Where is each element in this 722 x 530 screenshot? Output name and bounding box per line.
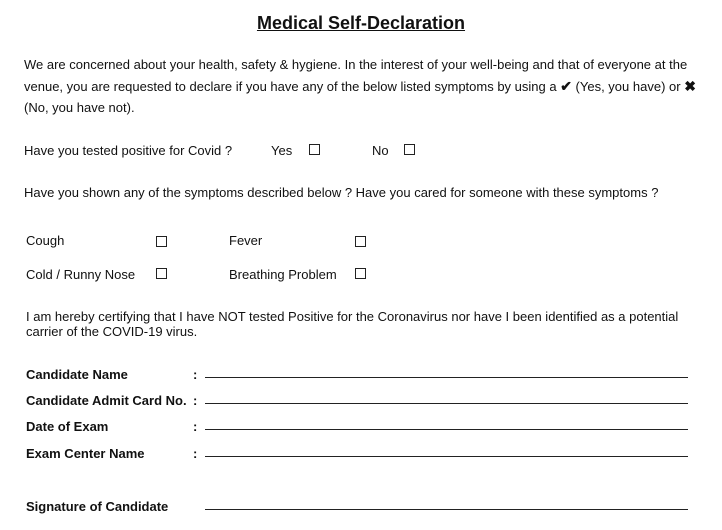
- exam-center-field[interactable]: [205, 456, 688, 457]
- candidate-name-label: Candidate Name: [26, 367, 128, 382]
- admit-card-colon: :: [193, 393, 198, 408]
- no-note: (No, you have not).: [24, 100, 135, 115]
- yes-note: (Yes, you have) or: [571, 78, 685, 94]
- covid-no-checkbox[interactable]: [404, 144, 415, 155]
- candidate-name-colon: :: [193, 367, 198, 382]
- covid-yes-checkbox[interactable]: [309, 144, 320, 155]
- intro-text: We are concerned about your health, safety & hygiene. In the interest of your well-being and that of everyone at the venue, you are requested to declare if you have any of the below listed symptoms by using a: [24, 57, 688, 94]
- cough-label: Cough: [26, 233, 65, 248]
- exam-center-colon: :: [193, 446, 198, 461]
- cross-mark-icon: ✖: [684, 77, 696, 94]
- exam-date-label: Date of Exam: [26, 419, 109, 434]
- intro-paragraph: [24, 54, 696, 119]
- cold-label: Cold / Runny Nose: [26, 267, 136, 282]
- cough-checkbox[interactable]: [156, 236, 167, 247]
- exam-center-label: Exam Center Name: [26, 446, 145, 461]
- admit-card-field[interactable]: [205, 403, 688, 404]
- fever-checkbox[interactable]: [355, 236, 366, 247]
- page-title: Medical Self-Declaration: [256, 13, 466, 33]
- exam-date-field[interactable]: [205, 429, 688, 430]
- admit-card-label: Candidate Admit Card No.: [26, 393, 187, 408]
- exam-date-colon: :: [193, 419, 198, 434]
- certification-text: I am hereby certifying that I have NOT tested Positive for the Coronavirus nor have I been identified as a potential carrier of the COVID-19 virus.: [26, 309, 679, 339]
- cold-checkbox[interactable]: [156, 268, 167, 279]
- signature-field[interactable]: [205, 509, 688, 510]
- fever-label: Fever: [229, 233, 263, 248]
- breathing-label: Breathing Problem: [229, 267, 337, 282]
- signature-label: Signature of Candidate: [26, 499, 169, 514]
- covid-yes-label: Yes: [271, 143, 293, 158]
- covid-no-label: No: [372, 143, 389, 158]
- candidate-name-field[interactable]: [205, 377, 688, 378]
- breathing-checkbox[interactable]: [355, 268, 366, 279]
- symptoms-question: Have you shown any of the symptoms described below ? Have you cared for someone with these symptoms ?: [24, 185, 659, 200]
- covid-question: Have you tested positive for Covid ?: [24, 143, 233, 158]
- check-mark-icon: ✔: [560, 77, 572, 94]
